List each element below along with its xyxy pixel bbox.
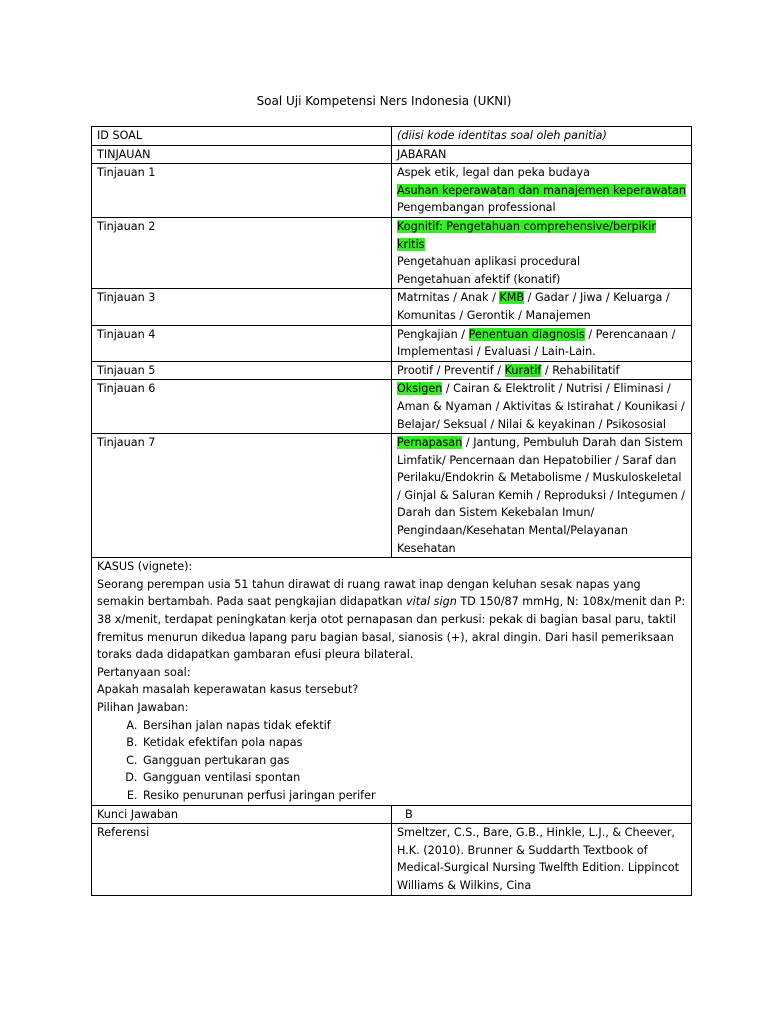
highlighted-text: Pernapasan xyxy=(397,436,463,450)
tinjauan-row xyxy=(92,380,692,434)
answer-option-c: C. Gangguan pertukaran gas xyxy=(141,752,686,770)
answer-option-d: D. Gangguan ventilasi spontan xyxy=(141,769,686,787)
tinjauan-label: Tinjauan 3 xyxy=(92,289,392,325)
kunci-row xyxy=(92,805,692,824)
referensi-label: Referensi xyxy=(92,824,392,895)
jabaran-cell xyxy=(392,325,692,361)
kasus-vital-sign: vital sign xyxy=(406,595,457,609)
tinjauan-label: Tinjauan 5 xyxy=(92,361,392,380)
jabaran-text: Aspek etik, legal dan peka budaya xyxy=(397,166,590,180)
pilihan-label: Pilihan Jawaban: xyxy=(97,701,189,714)
tinjauan-row xyxy=(92,217,692,288)
jabaran-cell xyxy=(392,380,692,434)
kunci-value: B xyxy=(405,807,413,821)
tinjauan-label: Tinjauan 7 xyxy=(92,434,392,558)
answer-options xyxy=(97,717,686,805)
tinjauan-label: Tinjauan 1 xyxy=(92,164,392,218)
highlighted-text: Kuratif xyxy=(504,363,542,377)
pertanyaan-text: Apakah masalah keperawatan kasus tersebut? xyxy=(97,683,359,697)
jabaran-cell xyxy=(392,434,692,558)
header-row xyxy=(92,145,692,164)
kasus-text xyxy=(97,578,685,661)
answer-option-e: E. Resiko penurunan perfusi jaringan perifer xyxy=(141,787,686,805)
highlighted-text: Penentuan diagnosis xyxy=(468,327,585,341)
kasus-label: KASUS (vignete): xyxy=(97,560,193,574)
kasus-text-before: Seorang perempan usia 51 tahun dirawat di ruang rawat inap dengan keluhan sesak napas yang semakin bertambah. Pada saat pengkajian didapatkan xyxy=(97,577,641,609)
tinjauan-label: Tinjauan 4 xyxy=(92,325,392,361)
highlighted-text: Kognitif: Pengetahuan comprehensive/berpikir kritis xyxy=(397,219,656,251)
kunci-label: Kunci Jawaban xyxy=(92,805,392,824)
highlighted-text: Oksigen xyxy=(397,382,443,396)
highlighted-text: Asuhan keperawatan dan manajemen keperawatan xyxy=(397,183,686,197)
jabaran-text: Matrnitas / Anak / xyxy=(397,291,500,305)
kasus-cell xyxy=(92,558,692,805)
document-title: Soal Uji Kompetensi Ners Indonesia (UKNI) xyxy=(256,94,512,108)
answer-option-a: A. Bersihan jalan napas tidak efektif xyxy=(141,717,686,735)
jabaran-cell xyxy=(392,217,692,288)
jabaran-cell xyxy=(392,361,692,380)
jabaran-text: / Rehabilitatif xyxy=(541,363,620,377)
tinjauan-label: Tinjauan 2 xyxy=(92,217,392,288)
jabaran-text: / Gadar / Jiwa / Keluarga / Komunitas / Gerontik / Manajemen xyxy=(397,291,670,322)
kasus-row xyxy=(92,558,692,805)
jabaran-text: Pengetahuan aplikasi procedural xyxy=(397,255,581,269)
jabaran-text: Pengembangan professional xyxy=(397,201,556,215)
tinjauan-row xyxy=(92,434,692,558)
jabaran-cell xyxy=(392,164,692,218)
referensi-value: Smeltzer, C.S., Bare, G.B., Hinkle, L.J., & Cheever, H.K. (2010). Brunner & Suddarth Textbook of Medical-Surgical Nursing Twelfth Edition. Lippincot Williams & Wilkins, Cina xyxy=(392,824,692,895)
jabaran-text: Prootif / Preventif / xyxy=(397,363,505,377)
header-jabaran: JABARAN xyxy=(392,145,692,164)
tinjauan-row xyxy=(92,361,692,380)
jabaran-text: Pengetahuan afektif (konatif) xyxy=(397,272,561,286)
id-soal-row xyxy=(92,127,692,146)
jabaran-text: Pengkajian / xyxy=(397,327,469,341)
jabaran-text: / Perencanaan / Implementasi / Evaluasi / Lain-Lain. xyxy=(397,327,676,359)
answer-option-b: B. Ketidak efektifan pola napas xyxy=(141,734,686,752)
id-soal-label: ID SOAL xyxy=(92,127,392,146)
jabaran-text: / Jantung, Pembuluh Darah dan Sistem Limfatik/ Pencernaan dan Hepatobilier / Saraf dan Perilaku/Endokrin & Metabolisme / Muskuloskeletal / Ginjal & Saluran Kemih / Reproduksi / Integumen / Darah dan Sistem Kekebalan Imun/ Pengindaan/Kesehatan Mental/Pelayanan Kesehatan xyxy=(397,436,685,555)
header-tinjauan: TINJAUAN xyxy=(92,145,392,164)
referensi-row xyxy=(92,824,692,895)
question-table xyxy=(91,126,692,896)
pertanyaan-label: Pertanyaan soal: xyxy=(97,665,191,679)
jabaran-text: / Cairan & Elektrolit / Nutrisi / Eliminasi / Aman & Nyaman / Aktivitas & Istirahat / Kounikasi / Belajar/ Seksual / Nilai & keyakinan / Psikososial xyxy=(397,382,685,431)
kasus-text-after: TD 150/87 mmHg, N: 108x/menit dan P: 38 x/menit, terdapat peningkatan kerja otot pernapasan dan perkusi: pekak di bagian basal paru, taktil fremitus menurun dikedua lapang paru bagian basal, sianosis (+), akral dingin. Dari hasil pemeriksaan toraks dada didapatkan gambaran efusi pleura bilateral. xyxy=(97,595,686,662)
id-soal-value: (diisi kode identitas soal oleh panitia) xyxy=(392,127,692,146)
jabaran-cell xyxy=(392,289,692,325)
highlighted-text: KMB xyxy=(499,291,525,305)
tinjauan-label: Tinjauan 6 xyxy=(92,380,392,434)
tinjauan-row xyxy=(92,325,692,361)
tinjauan-row xyxy=(92,289,692,325)
tinjauan-row xyxy=(92,164,692,218)
kunci-value-cell xyxy=(392,805,692,824)
